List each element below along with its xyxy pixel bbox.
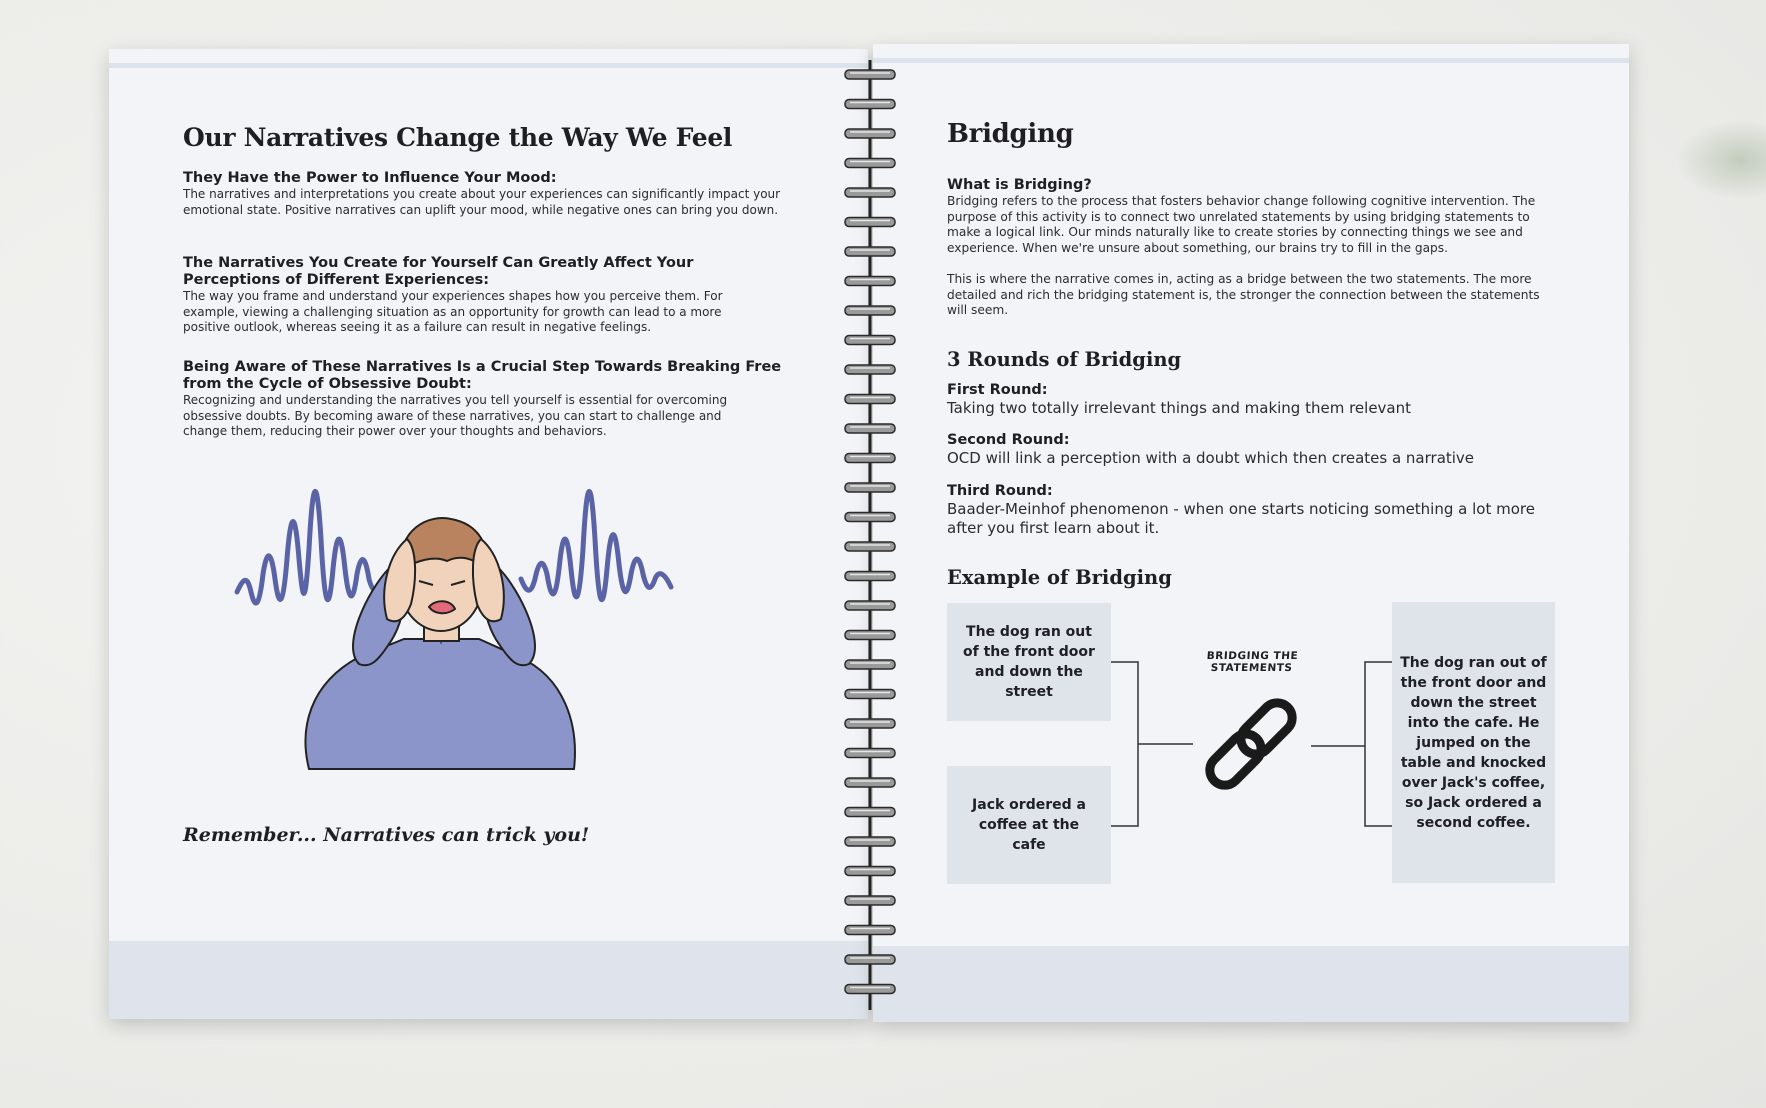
section-heading: What is Bridging? <box>947 177 1092 193</box>
binding-coil <box>845 896 895 905</box>
binding-coil <box>845 454 895 463</box>
round-label: Third Round: <box>947 483 1053 499</box>
chain-link-icon <box>1204 697 1299 792</box>
binding-coil <box>845 660 895 669</box>
binding-coil <box>845 867 895 876</box>
binding-coil <box>845 542 895 551</box>
binding-coil <box>845 572 895 581</box>
binding-coil <box>845 188 895 197</box>
footer-band <box>873 946 1629 1022</box>
bridging-connector-lines <box>1111 644 1401 884</box>
round-text: OCD will link a perception with a doubt which then creates a narrative <box>947 449 1475 467</box>
section-heading: They Have the Power to Influence Your Mood: <box>183 170 557 186</box>
binding-coil <box>845 837 895 846</box>
page-title: Our Narratives Change the Way We Feel <box>183 123 733 152</box>
statement-b-box: Jack ordered a coffee at the cafe <box>947 766 1111 884</box>
tagline: Remember... Narratives can trick you! <box>183 824 590 846</box>
top-band <box>109 63 868 68</box>
what-is-bridging-section <box>947 177 1557 319</box>
binding-coil <box>845 513 895 522</box>
top-band <box>873 58 1629 63</box>
binding-coil <box>845 159 895 168</box>
section-body: The narratives and interpretations you create about your experiences can significantly impact your emotional state. Positive narratives can uplift your mood, while negative ones can bring you down. <box>183 187 781 217</box>
section-mood <box>183 170 795 218</box>
bridging-title: Bridging <box>947 119 1074 149</box>
round-2 <box>947 432 1557 468</box>
binding-coil <box>845 365 895 374</box>
round-label: Second Round: <box>947 432 1070 448</box>
section-body: Recognizing and understanding the narratives you tell yourself is essential for overcoming obsessive doubts. By becoming aware of these narratives, you can start to challenge and change them, reducing their power over your thoughts and behaviors. <box>183 393 728 438</box>
binding-coil <box>845 719 895 728</box>
rounds-title: 3 Rounds of Bridging <box>947 348 1182 371</box>
round-3 <box>947 483 1547 538</box>
binding-coil <box>845 926 895 935</box>
left-page <box>109 49 868 1019</box>
binding-coil <box>845 955 895 964</box>
binding-coil <box>845 277 895 286</box>
result-statement-box: The dog ran out of the front door and down the street into the cafe. He jumped on the table and knocked over Jack's coffee, so Jack ordered a second coffee. <box>1392 602 1555 883</box>
section-heading: Being Aware of These Narratives Is a Crucial Step Towards Breaking Free from the Cycle of Obsessive Doubt: <box>183 359 782 392</box>
binding-coil <box>845 749 895 758</box>
binding-coil <box>845 306 895 315</box>
binding-coil <box>845 424 895 433</box>
stressed-person-illustration <box>229 469 749 789</box>
bridging-the-statements-label: BRIDGING THE STATEMENTS <box>1206 650 1299 674</box>
section-heading: The Narratives You Create for Yourself Can Greatly Affect Your Perceptions of Different Experiences: <box>183 255 694 288</box>
binding-coil <box>845 218 895 227</box>
binding-coil <box>845 778 895 787</box>
round-label: First Round: <box>947 382 1048 398</box>
binding-coil <box>845 100 895 109</box>
footer-band <box>109 941 868 1019</box>
statement-a-box: The dog ran out of the front door and down the street <box>947 603 1111 721</box>
section-body-2: This is where the narrative comes in, acting as a bridge between the two statements. The more detailed and rich the bridging statement is, the stronger the connection between the statements will seem. <box>947 272 1540 317</box>
sound-wave-right-icon <box>521 491 671 599</box>
section-awareness <box>183 359 803 440</box>
binding-coil <box>845 483 895 492</box>
binding-coil <box>845 247 895 256</box>
binding-coil <box>845 631 895 640</box>
plant-shadow <box>1676 120 1766 200</box>
binding-coil <box>845 70 895 79</box>
sound-wave-left-icon <box>237 491 385 603</box>
example-title: Example of Bridging <box>947 566 1172 589</box>
section-perceptions <box>183 255 793 336</box>
binding-coil <box>845 985 895 994</box>
right-page <box>873 44 1629 1022</box>
binding-coil <box>845 808 895 817</box>
spiral-binding <box>842 60 898 1010</box>
binding-coil <box>845 395 895 404</box>
binding-coil <box>845 129 895 138</box>
section-body: Bridging refers to the process that fosters behavior change following cognitive intervention. The purpose of this activity is to connect two unrelated statements by using bridging statements to make a logical link. Our minds naturally like to create stories by connecting things we see and experience. When we're unsure about something, our brains try to fill in the gaps. <box>947 194 1536 255</box>
round-text: Taking two totally irrelevant things and making them relevant <box>947 399 1412 417</box>
round-1 <box>947 382 1557 418</box>
binding-coil <box>845 601 895 610</box>
round-text: Baader-Meinhof phenomenon - when one starts noticing something a lot more after you first learn about it. <box>947 500 1535 537</box>
binding-coil <box>845 690 895 699</box>
section-body: The way you frame and understand your experiences shapes how you perceive them. For example, viewing a challenging situation as an opportunity for growth can lead to a more positive outlook, whereas seeing it as a failure can result in negative feelings. <box>183 289 723 334</box>
binding-coil <box>845 336 895 345</box>
